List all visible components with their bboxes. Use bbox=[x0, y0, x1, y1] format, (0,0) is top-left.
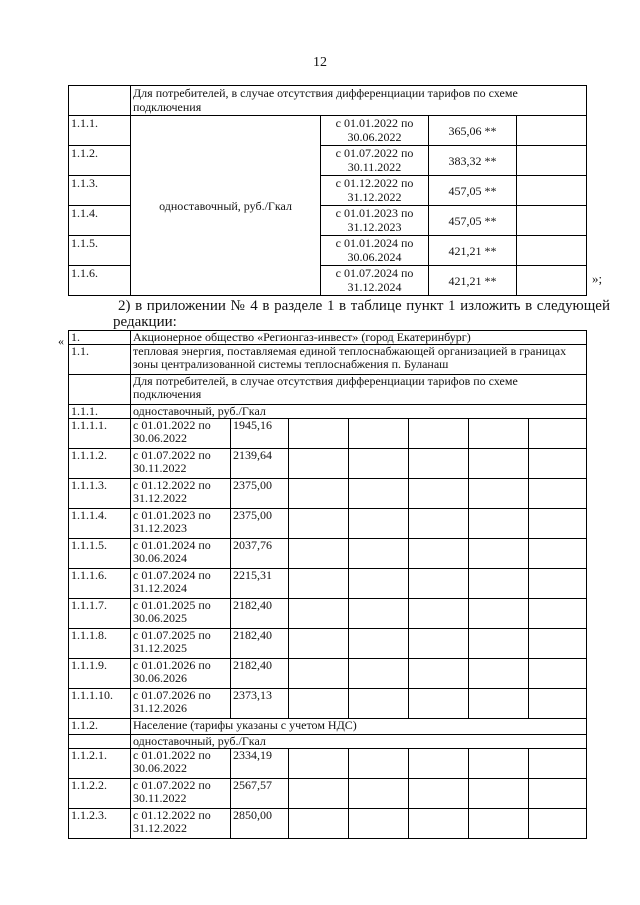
table1-row-value: 421,21 ** bbox=[429, 236, 517, 266]
table1-row-value: 383,32 ** bbox=[429, 146, 517, 176]
table2-row-period: с 01.01.2025 по 30.06.2025 bbox=[131, 599, 231, 629]
opening-quote: « bbox=[58, 334, 64, 348]
table2-num: 1.1.1. bbox=[69, 405, 131, 419]
table2-row-num: 1.1.1.6. bbox=[69, 569, 131, 599]
table2-row-num: 1.1.1.3. bbox=[69, 479, 131, 509]
population-group-header: Население (тарифы указаны с учетом НДС) bbox=[131, 719, 587, 735]
table2-empty bbox=[69, 375, 131, 405]
tariff-type-label: одноставочный, руб./Гкал bbox=[131, 405, 587, 419]
table2-row-value: 2182,40 bbox=[231, 599, 289, 629]
table1-row-num: 1.1.5. bbox=[69, 236, 131, 266]
table1-row-num: 1.1.6. bbox=[69, 266, 131, 296]
table2-row-value: 2037,76 bbox=[231, 539, 289, 569]
service-description: тепловая энергия, поставляемая единой теплоснабжающей организацией в границах зоны централизованной системы теплоснабжения п. Буланаш bbox=[131, 345, 587, 375]
table1-row-value: 457,05 ** bbox=[429, 176, 517, 206]
table2-row-value: 2182,40 bbox=[231, 629, 289, 659]
table2-row-value: 2567,57 bbox=[231, 779, 289, 809]
table1-header: Для потребителей, в случае отсутствия дифференциации тарифов по схеме подключения bbox=[131, 86, 587, 116]
table1-merged-label: одноставочный, руб./Гкал bbox=[131, 116, 321, 296]
table1-row-period: с 01.01.2022 по 30.06.2022 bbox=[321, 116, 429, 146]
table2-row-period: с 01.07.2025 по 31.12.2025 bbox=[131, 629, 231, 659]
table2-row-period: с 01.01.2023 по 31.12.2023 bbox=[131, 509, 231, 539]
table2-row-num: 1.1.1.4. bbox=[69, 509, 131, 539]
table2-row-num: 1.1.2.3. bbox=[69, 809, 131, 839]
table2-row-num: 1.1.1.9. bbox=[69, 659, 131, 689]
table1-row-value: 365,06 ** bbox=[429, 116, 517, 146]
amendment-paragraph-line1: 2) в приложении № 4 в разделе 1 в таблице пункт 1 изложить в следующей bbox=[118, 298, 610, 314]
table2-row-num: 1.1.1.5. bbox=[69, 539, 131, 569]
table2-row-num: 1.1.2.1. bbox=[69, 749, 131, 779]
table2-num: 1. bbox=[69, 331, 131, 345]
table1-row-period: с 01.07.2024 по 31.12.2024 bbox=[321, 266, 429, 296]
tariff-table-2 bbox=[68, 330, 587, 839]
table2-row-period: с 01.01.2022 по 30.06.2022 bbox=[131, 749, 231, 779]
table2-row-value: 2215,31 bbox=[231, 569, 289, 599]
table2-row-value: 2182,40 bbox=[231, 659, 289, 689]
table2-row-value: 2375,00 bbox=[231, 509, 289, 539]
tariff-table-1 bbox=[68, 85, 587, 296]
table2-row-num: 1.1.1.7. bbox=[69, 599, 131, 629]
table1-row-num: 1.1.2. bbox=[69, 146, 131, 176]
table2-row-period: с 01.01.2024 по 30.06.2024 bbox=[131, 539, 231, 569]
table1-row-empty bbox=[517, 146, 587, 176]
table1-row-num: 1.1.3. bbox=[69, 176, 131, 206]
tariff-type-label: одноставочный, руб./Гкал bbox=[131, 735, 587, 749]
table1-row-empty bbox=[517, 236, 587, 266]
table1-row-empty bbox=[517, 266, 587, 296]
table1-row-period: с 01.01.2023 по 31.12.2023 bbox=[321, 206, 429, 236]
table1-row-value: 421,21 ** bbox=[429, 266, 517, 296]
table1-row-empty bbox=[517, 116, 587, 146]
page-number: 12 bbox=[313, 55, 327, 70]
table2-row-num: 1.1.1.1. bbox=[69, 419, 131, 449]
table1-row-period: с 01.01.2024 по 30.06.2024 bbox=[321, 236, 429, 266]
table2-row-period: с 01.07.2022 по 30.11.2022 bbox=[131, 779, 231, 809]
table2-row-num: 1.1.1.8. bbox=[69, 629, 131, 659]
table1-row-num: 1.1.1. bbox=[69, 116, 131, 146]
table1-row-period: с 01.07.2022 по 30.11.2022 bbox=[321, 146, 429, 176]
table2-row-period: с 01.01.2022 по 30.06.2022 bbox=[131, 419, 231, 449]
table2-row-num: 1.1.1.10. bbox=[69, 689, 131, 719]
table2-num: 1.1.2. bbox=[69, 719, 131, 735]
table1-row-value: 457,05 ** bbox=[429, 206, 517, 236]
table2-num: 1.1. bbox=[69, 345, 131, 375]
table2-row-num: 1.1.1.2. bbox=[69, 449, 131, 479]
table2-row-value: 2850,00 bbox=[231, 809, 289, 839]
table1-row-num: 1.1.4. bbox=[69, 206, 131, 236]
table2-row-period: с 01.12.2022 по 31.12.2022 bbox=[131, 809, 231, 839]
consumer-group-header: Для потребителей, в случае отсутствия дифференциации тарифов по схеме подключения bbox=[131, 375, 587, 405]
table2-row-value: 2375,00 bbox=[231, 479, 289, 509]
table2-row-value: 2139,64 bbox=[231, 449, 289, 479]
table2-row-period: с 01.07.2024 по 31.12.2024 bbox=[131, 569, 231, 599]
table2-row-period: с 01.01.2026 по 30.06.2026 bbox=[131, 659, 231, 689]
table2-row-value: 1945,16 bbox=[231, 419, 289, 449]
table2-row-num: 1.1.2.2. bbox=[69, 779, 131, 809]
amendment-paragraph-line2: редакции: bbox=[113, 314, 177, 330]
table2-row-value: 2373,13 bbox=[231, 689, 289, 719]
table1-row-empty bbox=[517, 206, 587, 236]
table2-row-period: с 01.07.2026 по 31.12.2026 bbox=[131, 689, 231, 719]
table2-row-period: с 01.12.2022 по 31.12.2022 bbox=[131, 479, 231, 509]
table2-empty bbox=[69, 735, 131, 749]
table1-header-empty bbox=[69, 86, 131, 116]
table2-row-value: 2334,19 bbox=[231, 749, 289, 779]
closing-quote: »; bbox=[592, 271, 603, 286]
table1-row-empty bbox=[517, 176, 587, 206]
company-name: Акционерное общество «Регионгаз-инвест» (город Екатеринбург) bbox=[131, 331, 587, 345]
table1-row-period: с 01.12.2022 по 31.12.2022 bbox=[321, 176, 429, 206]
table2-row-period: с 01.07.2022 по 30.11.2022 bbox=[131, 449, 231, 479]
